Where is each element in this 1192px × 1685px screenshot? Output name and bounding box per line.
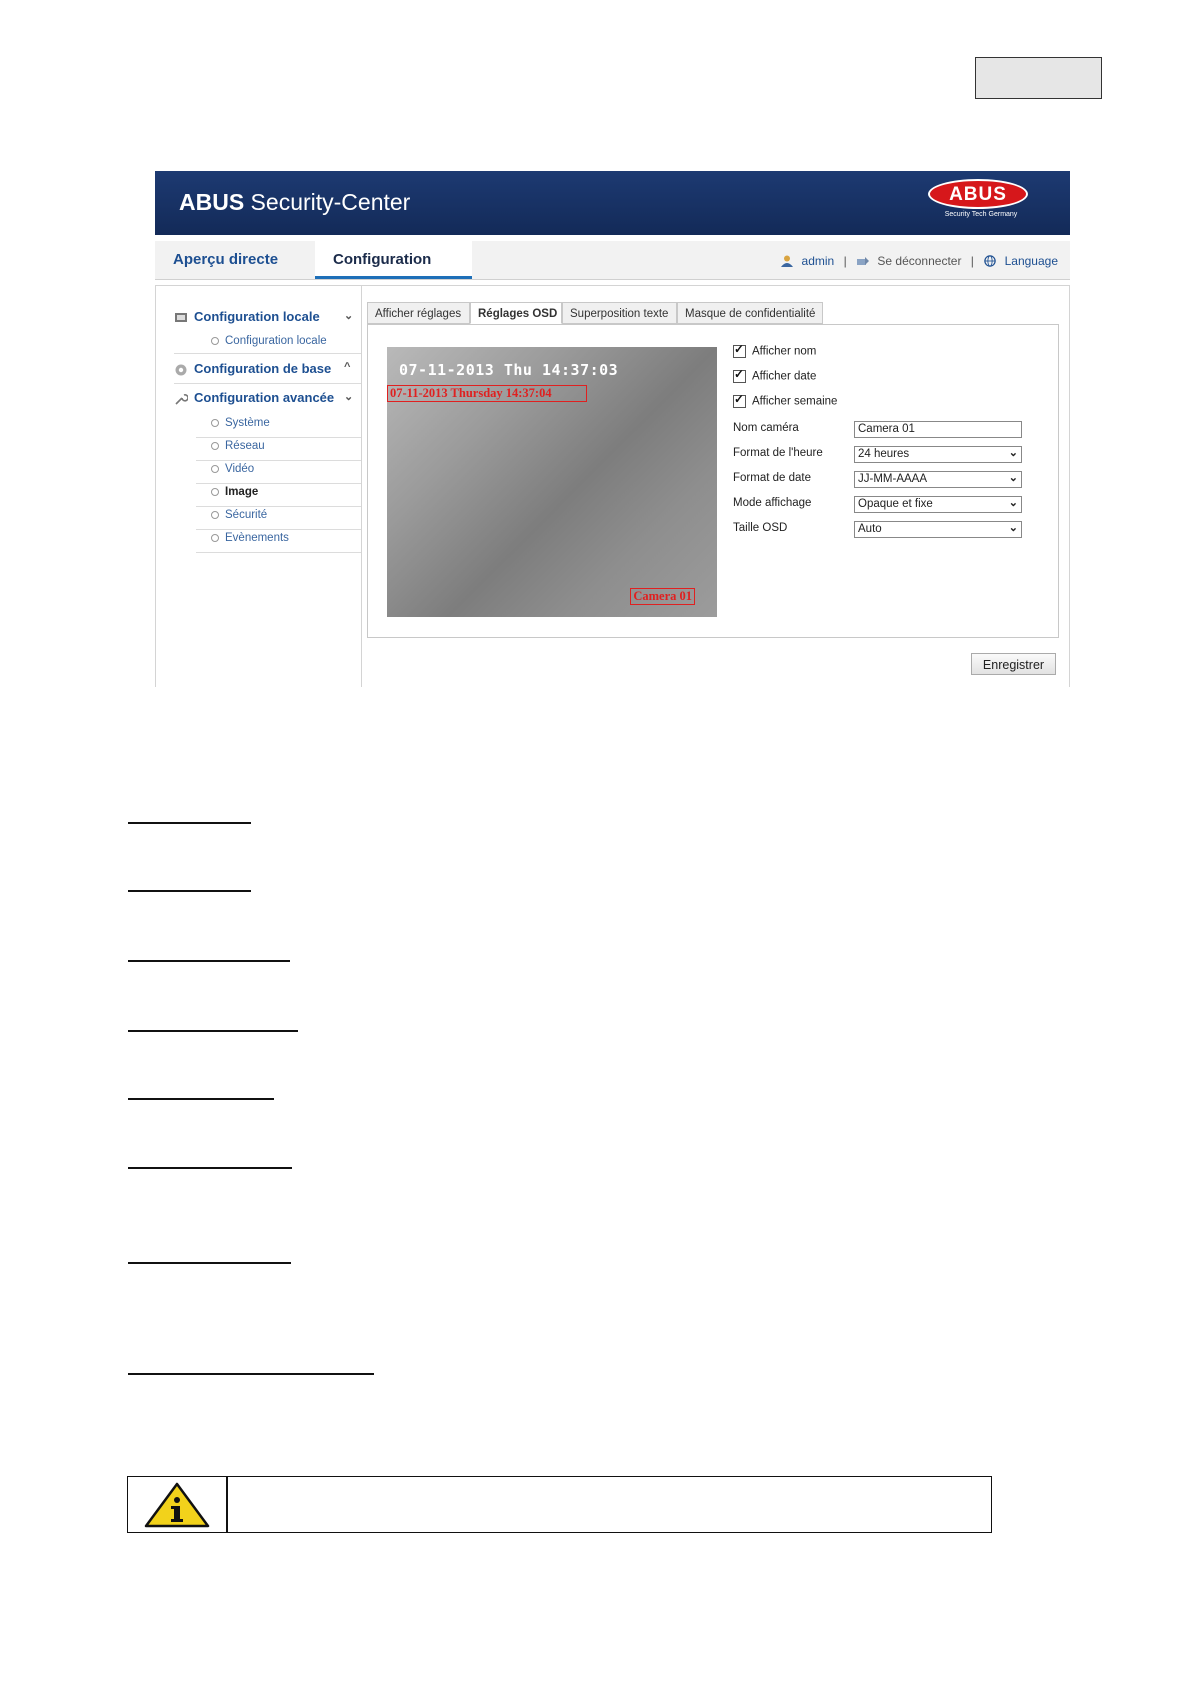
row-date-format: Format de date JJ-MM-AAAA ⌄: [733, 471, 1033, 489]
checkbox-show-date[interactable]: ✓Afficher date: [733, 370, 816, 388]
chevron-down-icon: ⌄: [1008, 447, 1018, 459]
nav-tab-live[interactable]: Aperçu directe: [173, 251, 279, 268]
logout-link[interactable]: Se déconnecter: [877, 253, 962, 268]
sidebar-item-events[interactable]: Evènements: [211, 532, 289, 544]
checkbox-checked[interactable]: [733, 345, 746, 358]
sidebar-item-image[interactable]: Image: [211, 486, 258, 498]
divider: [174, 383, 361, 384]
tab-privacy-mask[interactable]: Masque de confidentialité: [677, 302, 823, 324]
monitor-icon: [174, 311, 188, 325]
sidebar-group-advanced[interactable]: Configuration avancée ⌄: [174, 390, 334, 406]
brand-title: ABUS Security-Center: [179, 189, 411, 215]
heading-underline: [128, 1373, 374, 1375]
checkbox-checked[interactable]: [733, 395, 746, 408]
heading-underline: [128, 960, 290, 962]
divider: [226, 1477, 228, 1532]
sidebar-item-video[interactable]: Vidéo: [211, 463, 254, 475]
chevron-down-icon: ⌄: [344, 391, 354, 403]
chevron-down-icon: ⌄: [1008, 497, 1018, 509]
user-icon: [780, 255, 794, 267]
camera-preview[interactable]: [387, 347, 717, 617]
row-camera-name: Nom caméra Camera 01: [733, 421, 1033, 439]
globe-icon: [983, 255, 997, 267]
divider: [174, 353, 361, 354]
sidebar-group-local[interactable]: Configuration locale ⌄: [174, 309, 320, 325]
checkbox-show-name[interactable]: ✓Afficher nom: [733, 345, 816, 363]
logout-icon: [856, 255, 870, 267]
top-nav: [155, 241, 1070, 280]
user-bar: admin | Se déconnecter | Language: [780, 241, 1058, 279]
app-banner: [155, 171, 1070, 235]
sidebar-item-system[interactable]: Système: [211, 417, 270, 429]
row-time-format: Format de l'heure 24 heures ⌄: [733, 446, 1033, 464]
tab-display-settings[interactable]: Afficher réglages: [367, 302, 470, 324]
chevron-down-icon: ⌄: [1008, 522, 1018, 534]
language-link[interactable]: Language: [1004, 253, 1058, 268]
sidebar-item-local[interactable]: Configuration locale: [211, 335, 327, 347]
save-button[interactable]: Enregistrer: [971, 653, 1056, 675]
sidebar: [156, 286, 362, 687]
tab-osd-settings[interactable]: Réglages OSD: [470, 302, 562, 324]
chevron-up-icon: ^: [344, 361, 351, 373]
sidebar-item-network[interactable]: Réseau: [211, 440, 265, 452]
display-mode-select[interactable]: Opaque et fixe ⌄: [854, 496, 1022, 513]
heading-underline: [128, 890, 251, 892]
heading-underline: [128, 822, 251, 824]
checkbox-show-week[interactable]: ✓Afficher semaine: [733, 395, 837, 413]
sidebar-group-base[interactable]: Configuration de base ^: [174, 361, 331, 377]
osd-top-timestamp: 07-11-2013 Thu 14:37:03: [399, 361, 619, 379]
camera-name-input[interactable]: Camera 01: [854, 421, 1022, 438]
chevron-down-icon: ⌄: [1008, 472, 1018, 484]
chevron-down-icon: ⌄: [344, 310, 354, 322]
heading-underline: [128, 1030, 298, 1032]
app-screenshot: [155, 171, 1070, 687]
osd-date-overlay[interactable]: 07-11-2013 Thursday 14:37:04: [387, 385, 587, 402]
info-warning-icon: [138, 1481, 216, 1529]
date-format-select[interactable]: JJ-MM-AAAA ⌄: [854, 471, 1022, 488]
heading-underline: [128, 1167, 292, 1169]
osd-panel: [367, 324, 1059, 638]
user-name[interactable]: admin: [801, 253, 835, 268]
abus-logo: ABUS Security Tech Germany: [922, 179, 1040, 223]
language-box: [975, 57, 1102, 99]
note-box: [127, 1476, 992, 1533]
osd-camera-name[interactable]: Camera 01: [630, 588, 695, 605]
time-format-select[interactable]: 24 heures ⌄: [854, 446, 1022, 463]
sidebar-item-security[interactable]: Sécurité: [211, 509, 267, 521]
row-display-mode: Mode affichage Opaque et fixe ⌄: [733, 496, 1033, 514]
heading-underline: [128, 1262, 291, 1264]
checkbox-checked[interactable]: [733, 370, 746, 383]
tab-text-overlay[interactable]: Superposition texte: [562, 302, 677, 324]
row-osd-size: Taille OSD Auto ⌄: [733, 521, 1033, 539]
osd-size-select[interactable]: Auto ⌄: [854, 521, 1022, 538]
nav-tab-configuration[interactable]: Configuration: [315, 241, 472, 279]
heading-underline: [128, 1098, 274, 1100]
gear-icon: [174, 363, 188, 377]
wrench-icon: [174, 392, 188, 406]
content-area: [155, 285, 1070, 687]
